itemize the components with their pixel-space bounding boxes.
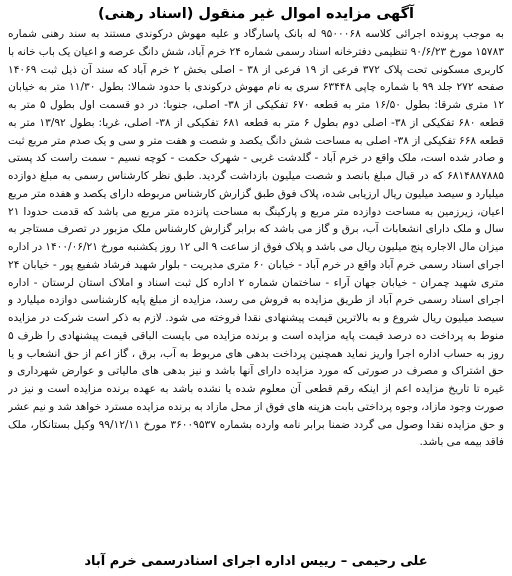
notice-signature: علی رحیمی – رییس اداره اجرای اسنادرسمی خرم آباد [84,554,428,569]
notice-title: آگهی مزایده اموال غیر منقول (اسناد رهنی) [98,6,414,22]
notice-body: به موجب پرونده اجرائی کلاسه ۹۵۰۰۰۶۸ له بانک پاسارگاد و علیه مهوش درکوندی مستند به سند رهنی شماره ۱۵۷۸۳ مورخ ۹۰/۶/۲۳ تنظیمی دفترخانه اسناد رسمی شماره ۲۴ خرم آباد، شش دانگ عرصه و اعیان یک باب خانه با کاربری مسکونی تحت پلاک ۳۷۲ فرعی از ۱۹ فرعی از ۳۸ - اصلی بخش ۲ خرم آباد که سند آن ذیل ثبت ۱۴۰۶۹ صفحه ۲۷۲ جلد ۹۹ با شماره چاپی ۶۳۴۴۸ سری به نام مهوش درکوندی با حدود شمالا: بطول ۱۱/۳۰ متر به خیابان ۱۲ متری شرقا: بطول ۱۶/۵۰ متر به قطعه ۶۷۰ تفکیکی از ۳۸- اصلی، جنوبا: در دو قسمت اول بطول ۵ متر به قطعه ۶۸۰ تفکیکی از ۳۸- اصلی دوم بطول ۶ متر به قطعه ۶۸۱ تفکیکی از ۳۸- اصلی، غربا: بطول ۱۳/۹۲ متر به قطعه ۶۶۸ تفکیکی از ۳۸- اصلی به مساحت شش دانگ یکصد و شصت و هفت متر و سی و یک صدم متر مربع ثبت و صادر شده است، ملک واقع در خرم آباد - گلدشت غربی - شهرک حکمت - کوچه نسیم - سمت راست کد پستی ۶۸۱۴۸۸۷۸۸۵ که در قبال مبلغ بانصد و شصت میلیون بازداشت گردید. طبق نظر کارشناس رسمی به مبلغ دوازده میلیارد و سیصد میلیون ریال ارزیابی شده، پلاک فوق طبق گزارش کارشناس مربوطه دارای یکصد و هفده متر مربع اعیان، زیرزمین به مساحت دوازده متر مربع و پارکینگ به مساحت پانزده متر مربع می باشد که قدمت حدودا ۲۱ سال و ملک دارای انشعابات آب، برق و گاز می باشد که برابر گزارش کارشناس ملک مزبور در تصرف مستاجر به میزان مال الاجاره پنج میلیون ریال می باشد و پلاک فوق از ساعت ۹ الی ۱۲ روز یکشنبه مورخ ۱۴۰۰/۰۶/۲۱ در اداره اجرای اسناد رسمی خرم آباد واقع در خرم آباد - خیابان ۶۰ متری مدیریت - بلوار شهید فرشاد شفیع پور - خیابان ۲۴ متری شهید چمران - خیابان جهان آراء - ساختمان شماره ۲ اداره کل ثبت اسناد و املاک استان لرستان - اداره اجرای اسناد رسمی خرم آباد از طریق مزایده به فروش می رسد، مزایده از مبلغ پایه کارشناسی دوازده میلیارد و سیصد میلیون ریال شروع و به بالاترین قیمت پیشنهادی نقدا فروخته می شود. لازم به ذکر است شرکت در مزایده منوط به پرداخت ده درصد قیمت پایه مزایده است و برنده مزایده می بایست الباقی قیمت پیشنهادی را ظرف ۵ روز به حساب اداره اجرا واریز نماید همچنین پرداخت بدهی های مربوط به آب، برق ، گاز اعم از حق انشعاب و یا حق اشتراک و مصرف در صورتی که مورد مزایده دارای آنها باشد و نیز بدهی های مالیاتی و عوارض شهرداری و غیره تا تاریخ مزایده اعم از اینکه رقم قطعی آن معلوم شده یا نشده باشد به عهده برنده مزایده است و نیز در صورت وجود مازاد، وجوه پرداختی بابت هزینه های فوق از محل مازاد به برنده مزایده مسترد خواهد شد و نیم عشر و حق مزایده نقدا وصول می گردد ضمنا برابر نامه وارده بشماره ۳۶۰۰۹۵۳۷ مورخ ۹۹/۱۲/۱۱ وکیل بستانکار، ملک فاقد بیمه می باشد. [8,28,504,449]
